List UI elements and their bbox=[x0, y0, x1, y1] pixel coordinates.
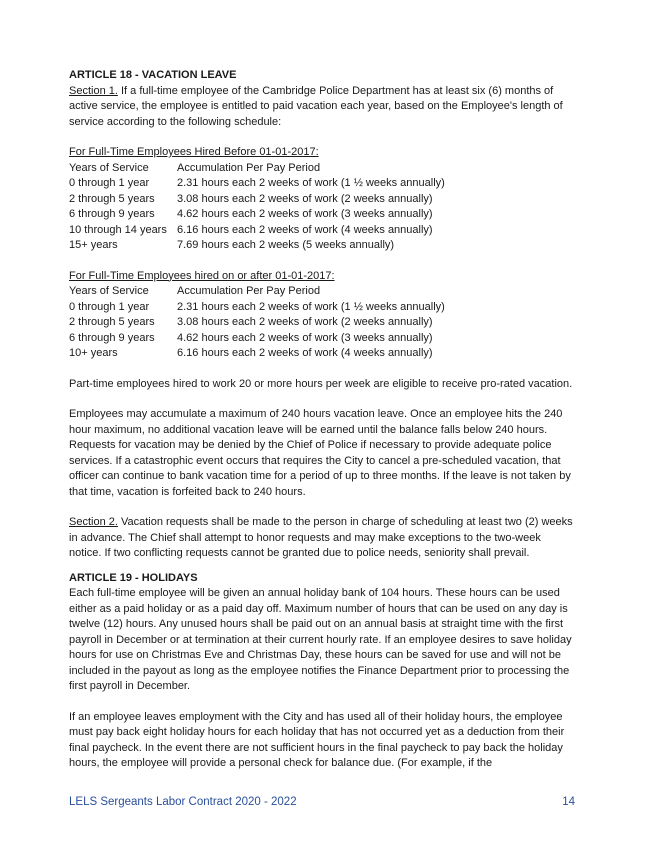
table-row bbox=[69, 346, 445, 362]
section-1-text: If a full-time employee of the Cambridge Police Department has at least six (6) months of active service, the employee is entitled to paid vacation each year, based on the Employee's length of service according to the following schedule: bbox=[69, 84, 563, 128]
years-cell: 6 through 9 years bbox=[69, 208, 155, 220]
schedule-before-table bbox=[69, 161, 445, 254]
accumulation-cell: 6.16 hours each 2 weeks of work (4 weeks annually) bbox=[177, 347, 433, 359]
column-header-years: Years of Service bbox=[69, 161, 149, 174]
page-number: 14 bbox=[562, 796, 575, 808]
years-cell: 0 through 1 year bbox=[69, 177, 150, 189]
schedule-after-heading: For Full-Time Employees hired on or after 01-01-2017: bbox=[69, 269, 335, 282]
accumulation-cell: 2.31 hours each 2 weeks of work (1 ½ weeks annually) bbox=[177, 177, 445, 189]
table-header-row bbox=[69, 161, 445, 177]
table-row bbox=[69, 315, 445, 331]
accumulation-cell: 3.08 hours each 2 weeks of work (2 weeks annually) bbox=[177, 192, 433, 205]
section-2-label: Section 2. bbox=[69, 516, 118, 528]
section-2-text: Vacation requests shall be made to the person in charge of scheduling at least two (2) weeks in advance. The Chief shall attempt to honor requests and may make exceptions to the two-week notice. If two conflicting requests cannot be granted due to police needs, seniority shall prevail. bbox=[69, 516, 573, 559]
table-row bbox=[69, 207, 445, 223]
table-row bbox=[69, 238, 445, 254]
schedule-before-heading: For Full-Time Employees Hired Before 01-01-2017: bbox=[69, 146, 319, 158]
years-cell: 2 through 5 years bbox=[69, 316, 155, 328]
years-cell: 0 through 1 year bbox=[69, 300, 150, 313]
accumulation-cell: 7.69 hours each 2 weeks (5 weeks annually) bbox=[177, 239, 395, 251]
accumulation-cell: 3.08 hours each 2 weeks of work (2 weeks annually) bbox=[177, 316, 433, 328]
holidays-paragraph-1: Each full-time employee will be given an annual holiday bank of 104 hours. These hours can be used either as a paid holiday or as a paid day off. Maximum number of hours that can be used on any day is twelve (12) hours. Any unused hours shall be paid out on an annual basis at straight time with the first payroll in December or at termination at their current hourly rate. If an employee desires to save holiday hours for use on Christmas Eve and Christmas Day, these hours can be saved for use and will not be included in the payout as long as the employee notifies the Finance Department prior to processing the first payroll in December. bbox=[69, 587, 572, 692]
schedule-after-table bbox=[69, 284, 445, 362]
table-row bbox=[69, 176, 445, 192]
table-row bbox=[69, 223, 445, 239]
table-header-row bbox=[69, 284, 445, 300]
column-header-accumulation: Accumulation Per Pay Period bbox=[177, 285, 321, 297]
article-18-section-2 bbox=[69, 515, 575, 562]
table-row bbox=[69, 300, 445, 316]
part-time-paragraph: Part-time employees hired to work 20 or more hours per week are eligible to receive pro-rated vacation. bbox=[69, 377, 573, 390]
footer-title: LELS Sergeants Labor Contract 2020 - 2022 bbox=[69, 796, 297, 808]
document-page bbox=[69, 68, 575, 772]
article-19-title: ARTICLE 19 - HOLIDAYS bbox=[69, 571, 198, 584]
years-cell: 2 through 5 years bbox=[69, 192, 155, 205]
accumulation-cell: 2.31 hours each 2 weeks of work (1 ½ weeks annually) bbox=[177, 300, 445, 313]
article-18-section-1 bbox=[69, 84, 575, 131]
years-cell: 15+ years bbox=[69, 239, 118, 251]
table-row bbox=[69, 331, 445, 347]
years-cell: 6 through 9 years bbox=[69, 331, 155, 344]
column-header-years: Years of Service bbox=[69, 285, 149, 297]
holidays-paragraph-2: If an employee leaves employment with the City and has used all of their holiday hours, the employee must pay back eight holiday hours for each holiday that has not occurred yet as a deduction from their final paycheck. In the event there are not sufficient hours in the final paycheck to pay back the holiday hours, the employee will provide a personal check for balance due. (For example, if the bbox=[69, 710, 565, 769]
table-row bbox=[69, 192, 445, 208]
column-header-accumulation: Accumulation Per Pay Period bbox=[177, 161, 321, 174]
accumulation-paragraph: Employees may accumulate a maximum of 240 hours vacation leave. Once an employee hits the 240 hour maximum, no additional vacation leave will be earned until the balance falls below 240 hours. Requests for vacation may be denied by the Chief of Police if necessary to provide adequate police services. If a catastrophic event occurs that requires the City to cancel a pre-scheduled vacation, that officer can continue to bank vacation time for a period of up to three months. If the leave is not taken by that time, vacation is forfeited back to 240 hours. bbox=[69, 408, 571, 498]
section-1-label: Section 1. bbox=[69, 84, 118, 97]
accumulation-cell: 6.16 hours each 2 weeks of work (4 weeks annually) bbox=[177, 223, 433, 236]
article-18-title: ARTICLE 18 - VACATION LEAVE bbox=[69, 69, 237, 81]
years-cell: 10+ years bbox=[69, 347, 118, 359]
accumulation-cell: 4.62 hours each 2 weeks of work (3 weeks annually) bbox=[177, 331, 433, 344]
page-footer bbox=[69, 795, 575, 811]
years-cell: 10 through 14 years bbox=[69, 223, 167, 236]
accumulation-cell: 4.62 hours each 2 weeks of work (3 weeks annually) bbox=[177, 208, 433, 220]
